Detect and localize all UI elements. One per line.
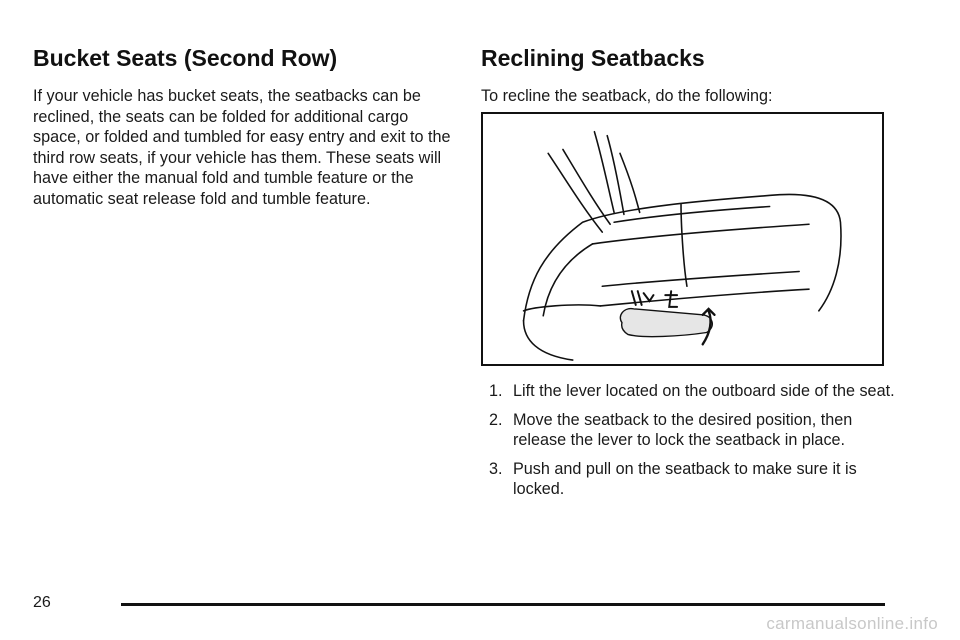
step-number: 3. (489, 459, 503, 478)
site-watermark: carmanualsonline.info (766, 614, 938, 633)
step-number: 1. (489, 382, 503, 400)
reclining-intro-text: To recline the seatback, do the following: (481, 87, 773, 105)
step-text: Push and pull on the seatback to make sure it is locked. (513, 459, 857, 499)
recline-symbol-icon (632, 291, 677, 307)
lever-handle (620, 309, 712, 337)
seat-lever-illustration (481, 112, 884, 366)
right-column (481, 44, 901, 107)
section-heading-bucket-seats: Bucket Seats (Second Row) (33, 45, 338, 71)
left-column (33, 44, 458, 210)
step-1 (481, 381, 901, 402)
step-2 (481, 410, 901, 451)
bucket-seats-paragraph: If your vehicle has bucket seats, the seatbacks can be reclined, the seats can be folded for additional cargo space, or folded and tumbled for easy entry and exit to the third row seats, if your vehicle has them. These seats will have either the manual fold and tumble feature or the automatic seat release fold and tumble feature. (33, 87, 451, 208)
step-text: Lift the lever located on the outboard side of the seat. (513, 382, 895, 400)
recline-steps-list (481, 381, 901, 508)
footer-divider (121, 603, 885, 606)
page-number: 26 (33, 594, 51, 611)
step-3 (481, 459, 901, 500)
step-text: Move the seatback to the desired position, then release the lever to lock the seatback in place. (513, 410, 853, 450)
section-heading-reclining-seatbacks: Reclining Seatbacks (481, 45, 705, 71)
step-number: 2. (489, 410, 503, 429)
seat-illustration-svg (483, 114, 882, 364)
